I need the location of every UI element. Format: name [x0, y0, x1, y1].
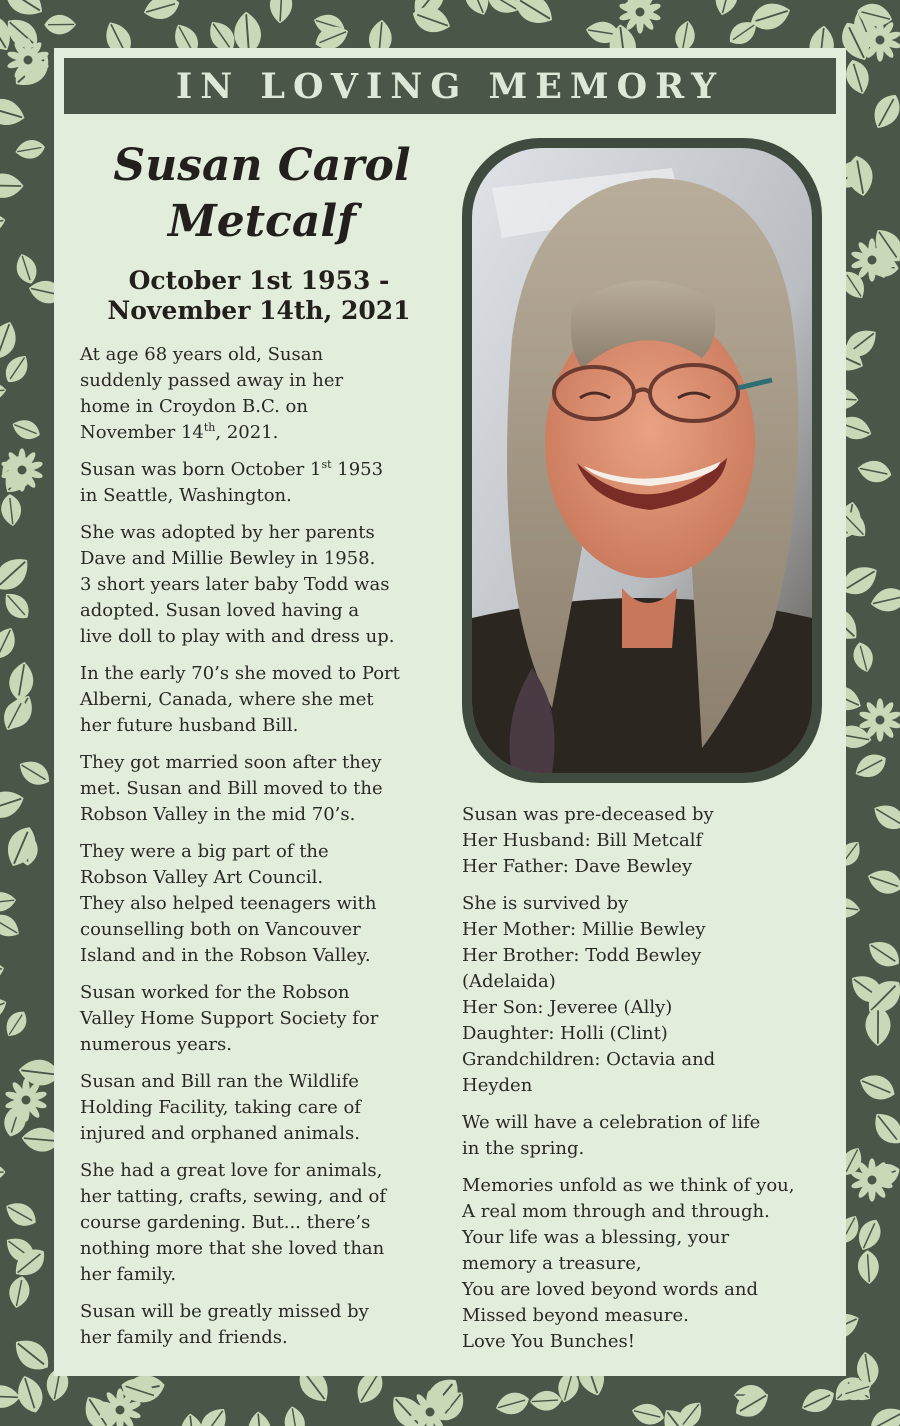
text-line: her family and friends.: [80, 1327, 288, 1348]
leaf-icon: [0, 351, 34, 388]
text-line: At age 68 years old, Susan: [80, 344, 324, 365]
text-line: Susan will be greatly missed by: [80, 1301, 369, 1322]
text-line: Missed beyond measure.: [462, 1305, 689, 1326]
leaf-icon: [0, 909, 24, 942]
text-line: Love You Bunches!: [462, 1331, 636, 1352]
leaf-icon: [0, 550, 36, 597]
paragraph-poem: [462, 1173, 832, 1355]
leaf-icon: [856, 458, 894, 486]
leaf-icon: [6, 1274, 32, 1310]
leaf-icon: [851, 749, 891, 784]
leaf-icon: [0, 0, 49, 23]
text-line: A real mom through and through.: [462, 1201, 770, 1222]
leaf-icon: [493, 1389, 532, 1419]
text-line: Memories unfold as we think of you,: [462, 1175, 795, 1196]
text-line: Susan was pre-deceased by: [462, 804, 714, 825]
paragraph-birth: [80, 457, 448, 509]
leaf-icon: [12, 251, 40, 287]
leaf-icon: [6, 660, 36, 702]
leaf-icon: [1, 1007, 32, 1041]
text-line: Daughter: Holli (Clint): [462, 1023, 668, 1044]
dates-line-1: October 1st 1953 -: [128, 266, 390, 295]
leaf-icon: [0, 587, 35, 624]
leaf-icon: [0, 173, 24, 198]
paragraph-work: [80, 980, 448, 1058]
leaf-icon: [868, 89, 900, 133]
portrait-illustration: [472, 148, 812, 773]
leaf-icon: [0, 1162, 6, 1183]
leaf-icon: [0, 624, 21, 663]
leaf-icon: [865, 1005, 890, 1046]
text-line: (Adelaida): [462, 971, 556, 992]
leaf-icon: [853, 1216, 885, 1255]
leaf-icon: [712, 0, 741, 18]
leaf-icon: [856, 1069, 899, 1105]
leaf-icon: [0, 210, 8, 237]
paragraph-passing: [80, 342, 448, 446]
text-line: They also helped teenagers with: [80, 893, 377, 914]
portrait-frame: [462, 138, 822, 783]
paragraph-move: [80, 661, 448, 739]
leaf-icon: [0, 318, 21, 363]
paragraph-predeceased: [462, 802, 832, 880]
text-line: [80, 420, 448, 446]
leaf-icon: [0, 493, 23, 527]
text-line: Grandchildren: Octavia and: [462, 1049, 716, 1070]
leaf-icon: [247, 1410, 273, 1426]
leaf-icon: [509, 0, 559, 31]
text-line: numerous years.: [80, 1034, 233, 1055]
text-line: Dave and Millie Bewley in 1958.: [80, 548, 376, 569]
leaf-icon: [864, 865, 900, 898]
text-fragment: 1953: [331, 459, 384, 480]
text-line: live doll to play with and dress up.: [80, 626, 395, 647]
leaf-icon: [194, 1403, 232, 1426]
leaf-icon: [857, 1250, 880, 1285]
leaf-icon: [797, 1383, 838, 1418]
obituary-right-column: [462, 802, 832, 1366]
leaf-icon: [0, 94, 28, 130]
text-line: Her Mother: Millie Bewley: [462, 919, 706, 940]
leaf-icon: [179, 1412, 206, 1426]
text-line: They got married soon after they: [80, 752, 382, 773]
life-dates: [80, 266, 438, 326]
text-line: You are loved beyond words and: [462, 1279, 759, 1300]
text-line: In the early 70’s she moved to Port: [80, 663, 400, 684]
text-line: in Seattle, Washington.: [80, 485, 292, 506]
text-line: Her Husband: Bill Metcalf: [462, 830, 703, 851]
leaf-icon: [868, 1107, 900, 1150]
text-line: Susan and Bill ran the Wildlife: [80, 1071, 359, 1092]
text-line: Her Father: Dave Bewley: [462, 856, 693, 877]
leaf-icon: [14, 138, 47, 161]
text-line: [80, 457, 448, 483]
text-line: met. Susan and Bill moved to the: [80, 778, 383, 799]
text-line: Robson Valley Art Council.: [80, 867, 324, 888]
leaf-icon: [630, 1400, 667, 1426]
text-fragment: Susan was born October 1: [80, 459, 322, 480]
text-line: her tatting, crafts, sewing, and of: [80, 1186, 386, 1207]
dates-line-2: November 14th, 2021: [107, 296, 411, 325]
leaf-icon: [9, 416, 43, 444]
text-fragment: , 2021.: [215, 422, 279, 443]
leaf-icon: [868, 585, 900, 615]
text-line: adopted. Susan loved having a: [80, 600, 360, 621]
text-line: Your life was a blessing, your: [462, 1227, 730, 1248]
paragraph-community: [80, 839, 448, 969]
paragraph-wildlife: [80, 1069, 448, 1147]
text-line: Her Brother: Todd Bewley: [462, 945, 702, 966]
paragraph-marriage: [80, 750, 448, 828]
leaf-icon: [844, 154, 876, 199]
leaf-icon: [0, 380, 7, 402]
text-line: Robson Valley in the mid 70’s.: [80, 804, 356, 825]
text-line: memory a treasure,: [462, 1253, 642, 1274]
leaf-icon: [44, 15, 76, 35]
name-line-1: Susan Carol: [113, 140, 411, 191]
leaf-icon: [282, 1405, 307, 1426]
text-line: She is survived by: [462, 893, 629, 914]
banner-title: IN LOVING MEMORY: [175, 65, 725, 107]
leaf-icon: [850, 640, 876, 675]
text-line: Heyden: [462, 1075, 533, 1096]
ordinal-suffix: st: [321, 458, 332, 471]
obituary-left-column: [80, 342, 448, 1362]
leaf-icon: [529, 1390, 562, 1412]
leaf-icon: [865, 1402, 900, 1426]
paragraph-adoption: [80, 520, 448, 650]
leaf-icon: [1, 1197, 41, 1232]
text-line: Alberni, Canada, where she met: [80, 689, 374, 710]
leaf-icon: [141, 0, 182, 24]
leaf-icon: [13, 1372, 47, 1416]
text-fragment: November 14: [80, 422, 204, 443]
text-line: home in Croydon B.C. on: [80, 396, 308, 417]
text-line: Valley Home Support Society for: [80, 1008, 379, 1029]
text-line: Holding Facility, taking care of: [80, 1097, 361, 1118]
paragraph-survived: [462, 891, 832, 1099]
text-line: Island and in the Robson Valley.: [80, 945, 371, 966]
leaf-icon: [863, 935, 900, 973]
text-line: suddenly passed away in her: [80, 370, 344, 391]
leaf-icon: [869, 799, 900, 835]
leaf-icon: [269, 0, 293, 24]
text-line: nothing more that she loved than: [80, 1238, 385, 1259]
deceased-name: [80, 138, 444, 250]
paragraph-missed: [80, 1299, 448, 1351]
leaf-icon: [0, 1385, 20, 1409]
memorial-banner: [64, 58, 836, 114]
text-line: counselling both on Vancouver: [80, 919, 361, 940]
leaf-icon: [14, 755, 54, 791]
text-line: Susan worked for the Robson: [80, 982, 350, 1003]
text-line: We will have a celebration of life: [462, 1112, 761, 1133]
name-line-2: Metcalf: [168, 196, 356, 247]
leaf-icon: [0, 957, 7, 987]
paragraph-interests: [80, 1158, 448, 1288]
leaf-icon: [460, 0, 495, 19]
text-line: 3 short years later baby Todd was: [80, 574, 390, 595]
text-line: injured and orphaned animals.: [80, 1123, 360, 1144]
text-line: Her Son: Jeveree (Ally): [462, 997, 673, 1018]
text-line: They were a big part of the: [80, 841, 329, 862]
text-line: her family.: [80, 1264, 177, 1285]
leaf-icon: [842, 57, 873, 98]
text-line: She was adopted by her parents: [80, 522, 375, 543]
paragraph-celebration: [462, 1110, 832, 1162]
text-line: She had a great love for animals,: [80, 1160, 383, 1181]
portrait-photo: [472, 148, 812, 773]
ordinal-suffix: th: [203, 421, 216, 434]
text-line: her future husband Bill.: [80, 715, 299, 736]
leaf-icon: [0, 786, 28, 823]
text-line: in the spring.: [462, 1138, 585, 1159]
leaf-icon: [8, 1332, 55, 1377]
text-line: course gardening. But... there’s: [80, 1212, 371, 1233]
leaf-icon: [0, 890, 17, 912]
